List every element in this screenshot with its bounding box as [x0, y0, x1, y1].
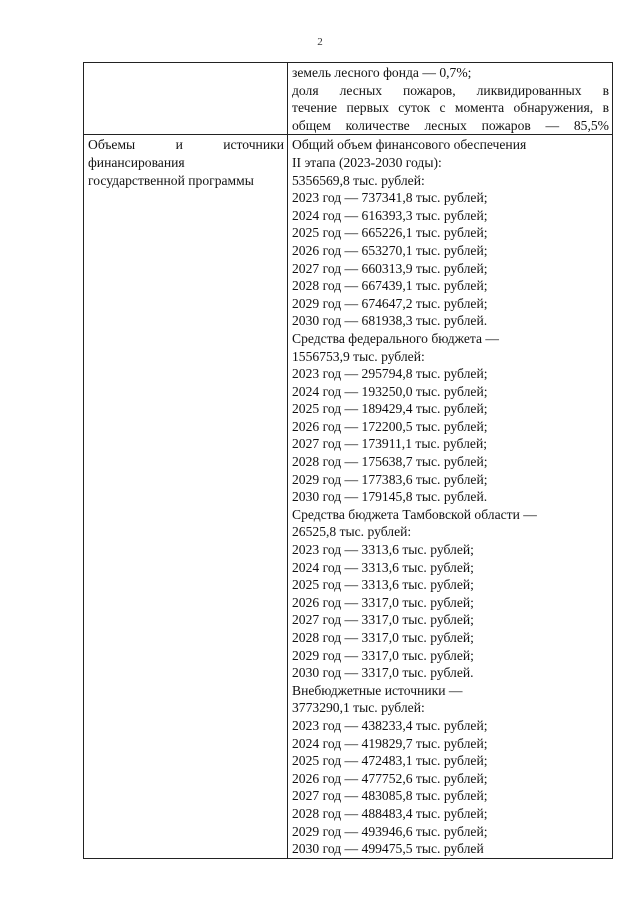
text-line: 2028 год — 3317,0 тыс. рублей;: [292, 630, 474, 645]
text-line: 2026 год — 477752,6 тыс. рублей;: [292, 770, 488, 786]
text-line: 2025 год — 189429,4 тыс. рублей;: [292, 401, 488, 417]
text-line: 2023 год — 438233,4 тыс. рублей;: [292, 717, 488, 733]
text-line: доля лесных пожаров, ликвидированных в: [292, 82, 609, 98]
label-line: финансирования: [88, 154, 185, 170]
text-line: 2029 год — 177383,6 тыс. рублей;: [292, 471, 488, 487]
text-line: 2028 год — 175638,7 тыс. рублей;: [292, 454, 488, 470]
text-line: 2028 год — 667439,1 тыс. рублей;: [292, 278, 488, 294]
table-row: [84, 63, 613, 135]
row2-right-cell: [288, 135, 613, 858]
text-line: II этапа (2023-2030 годы):: [292, 154, 442, 170]
text-line: 2024 год — 419829,7 тыс. рублей;: [292, 735, 488, 751]
row1-right-cell: [288, 63, 613, 135]
text-line: 2030 год — 681938,3 тыс. рублей.: [292, 313, 488, 329]
text-line: 2029 год — 493946,6 тыс. рублей;: [292, 823, 488, 839]
text-line: 26525,8 тыс. рублей:: [292, 524, 412, 540]
text-line: 2026 год — 3317,0 тыс. рублей;: [292, 594, 474, 610]
text-line: Средства бюджета Тамбовской области —: [292, 506, 537, 522]
text-line: 2023 год — 737341,8 тыс. рублей;: [292, 190, 488, 206]
text-line: 3773290,1 тыс. рублей:: [292, 700, 425, 716]
table-row: [84, 135, 613, 858]
row1-left-cell: [84, 63, 288, 135]
text-line: 5356569,8 тыс. рублей:: [292, 172, 425, 188]
text-line: 2026 год — 653270,1 тыс. рублей;: [292, 242, 488, 258]
text-line: 2025 год — 665226,1 тыс. рублей;: [292, 225, 488, 241]
label-word: источники: [223, 137, 284, 153]
program-passport-table: [83, 62, 613, 859]
text-line: Внебюджетные источники —: [292, 682, 463, 698]
text-line: 2028 год — 488483,4 тыс. рублей;: [292, 805, 488, 821]
page-number: 2: [317, 36, 323, 48]
text-line: 2024 год — 616393,3 тыс. рублей;: [292, 207, 488, 223]
text-line: общем количестве лесных пожаров — 85,5%: [292, 117, 609, 133]
label-line: государственной программы: [88, 172, 254, 188]
text-line: 2029 год — 674647,2 тыс. рублей;: [292, 295, 488, 311]
text-line: 2030 год — 3317,0 тыс. рублей.: [292, 665, 474, 681]
text-line: земель лесного фонда — 0,7%;: [292, 65, 472, 80]
text-line: 2024 год — 193250,0 тыс. рублей;: [292, 383, 488, 399]
text-line: 2023 год — 295794,8 тыс. рублей;: [292, 366, 488, 382]
text-line: 2025 год — 472483,1 тыс. рублей;: [292, 753, 488, 769]
label-word: Объемы: [88, 137, 136, 153]
text-line: 2027 год — 173911,1 тыс. рублей;: [292, 436, 487, 452]
row2-left-cell: [84, 135, 288, 858]
text-line: 2030 год — 179145,8 тыс. рублей.: [292, 489, 488, 505]
text-line: 2025 год — 3313,6 тыс. рублей;: [292, 577, 474, 593]
text-line: 1556753,9 тыс. рублей:: [292, 348, 425, 364]
label-line: [88, 136, 284, 154]
text-line: 2027 год — 660313,9 тыс. рублей;: [292, 260, 488, 276]
text-line: Общий объем финансового обеспечения: [292, 137, 527, 153]
text-line: 2026 год — 172200,5 тыс. рублей;: [292, 418, 488, 434]
text-line: 2023 год — 3313,6 тыс. рублей;: [292, 542, 474, 558]
text-line: 2027 год — 3317,0 тыс. рублей;: [292, 612, 474, 628]
text-line: 2027 год — 483085,8 тыс. рублей;: [292, 788, 488, 804]
text-line: течение первых суток с момента обнаружения, в: [292, 100, 609, 116]
text-line: 2024 год — 3313,6 тыс. рублей;: [292, 559, 474, 575]
text-line: 2030 год — 499475,5 тыс. рублей: [292, 841, 484, 857]
text-line: 2029 год — 3317,0 тыс. рублей;: [292, 647, 474, 663]
text-line: Средства федерального бюджета —: [292, 330, 500, 346]
label-word: и: [175, 137, 183, 153]
